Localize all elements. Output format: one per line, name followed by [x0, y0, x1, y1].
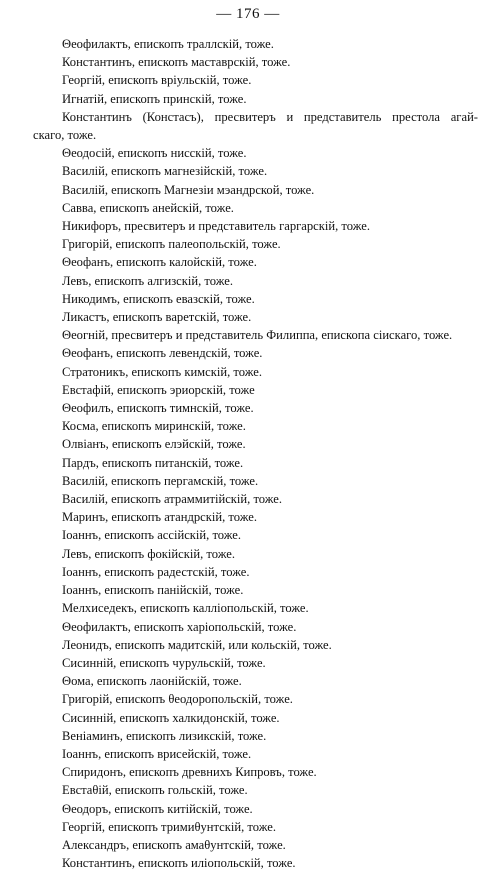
- list-line: Евстафій, епископъ эриорскій, тоже: [62, 382, 255, 397]
- list-line: Савва, епископъ анейскій, тоже.: [62, 200, 234, 215]
- list-line: Григорій, епископъ θеодоропольскій, тоже.: [62, 692, 293, 707]
- list-line: Георгій, епископъ вріульскій, тоже.: [62, 73, 252, 88]
- list-line: скаго, тоже.: [33, 128, 97, 143]
- list-line: Сисинній, епископъ чурульскій, тоже.: [62, 655, 266, 670]
- list-line: Георгій, епископъ тримиθунтскій, тоже.: [62, 819, 277, 834]
- list-line: Веніаминъ, епископъ лизикскій, тоже.: [62, 728, 267, 743]
- list-line: Іоаннъ, епископъ врисейскій, тоже.: [62, 746, 252, 761]
- list-line: Ликастъ, епископъ варетскій, тоже.: [62, 310, 252, 325]
- list-line: Косма, епископъ миринскій, тоже.: [62, 419, 246, 434]
- list-line: Константинъ (Констасъ), пресвитеръ и представитель престола агай-: [62, 109, 478, 124]
- list-line: Мелхиседекъ, епископъ каллiопольскій, тоже.: [62, 601, 309, 616]
- list-line: Левъ, епископъ алгизскій, тоже.: [62, 273, 234, 288]
- list-line: Сисинній, епископъ халкидонскій, тоже.: [62, 710, 280, 725]
- list-line: Григорій, епископъ палеопольскій, тоже.: [62, 237, 281, 252]
- list-line: Θеогній, пресвитеръ и представитель Филиппа, епископа сіискаго, тоже.: [62, 328, 453, 343]
- list-line: Θеофанъ, епископъ левендскій, тоже.: [62, 346, 263, 361]
- list-line: Никодимъ, епископъ евазскій, тоже.: [62, 291, 255, 306]
- list-line: Θеодосій, епископъ нисскій, тоже.: [62, 146, 247, 161]
- list-line: Іоаннъ, епископъ радестскій, тоже.: [62, 564, 250, 579]
- list-line: Θеофилактъ, епископъ траллскій, тоже.: [62, 37, 274, 51]
- list-line: Левъ, епископъ фокійскій, тоже.: [62, 546, 235, 561]
- list-line: Пардъ, епископъ питанскій, тоже.: [62, 455, 244, 470]
- list-line: Константинъ, епископъ маставрскій, тоже.: [62, 55, 291, 70]
- list-line: Евстаθій, епископъ гольскій, тоже.: [62, 783, 248, 798]
- list-line: Василій, епископъ Магнезіи мэандрской, тоже.: [62, 182, 315, 197]
- list-line: Василій, епископъ атраммитійскій, тоже.: [62, 492, 283, 507]
- page-number: — 176 —: [216, 6, 280, 22]
- list-line: Игнатій, епископъ принскій, тоже.: [62, 91, 247, 106]
- list-line: Θеофилактъ, епископъ харіопольскій, тоже.: [62, 619, 297, 634]
- list-line: Θома, епископъ лаонійскій, тоже.: [62, 674, 242, 689]
- list-line: Стратоникъ, епископъ кимскій, тоже.: [62, 364, 262, 379]
- list-line: Маринъ, епископъ атандрскій, тоже.: [62, 510, 257, 525]
- list-line: Александръ, епископъ амаθунтскій, тоже.: [62, 837, 286, 852]
- list-line: Константинъ, епископъ иліопольскій, тоже.: [62, 856, 296, 871]
- list-line: Василій, епископъ магнезійскій, тоже.: [62, 164, 268, 179]
- signatory-list: [33, 35, 486, 872]
- list-line: Василій, епископъ пергамскій, тоже.: [62, 473, 259, 488]
- list-line: Іоаннъ, епископъ панійскій, тоже.: [62, 583, 244, 598]
- list-line: Θеодоръ, епископъ китійскій, тоже.: [62, 801, 253, 816]
- list-line: Θеофилъ, епископъ тимнскій, тоже.: [62, 401, 254, 416]
- list-line: Леонидъ, епископъ мадитскій, или кольскій, тоже.: [62, 637, 332, 652]
- list-line: Спиридонъ, епископъ древнихъ Кипровъ, тоже.: [62, 765, 317, 780]
- list-line: Θеофанъ, епископъ калойскій, тоже.: [62, 255, 257, 270]
- list-line: Никифоръ, пресвитеръ и представитель гаргарскій, тоже.: [62, 219, 371, 234]
- list-line: Іоаннъ, епископъ ассійскій, тоже.: [62, 528, 242, 543]
- list-line: Олвіанъ, епископъ елэйскій, тоже.: [62, 437, 246, 452]
